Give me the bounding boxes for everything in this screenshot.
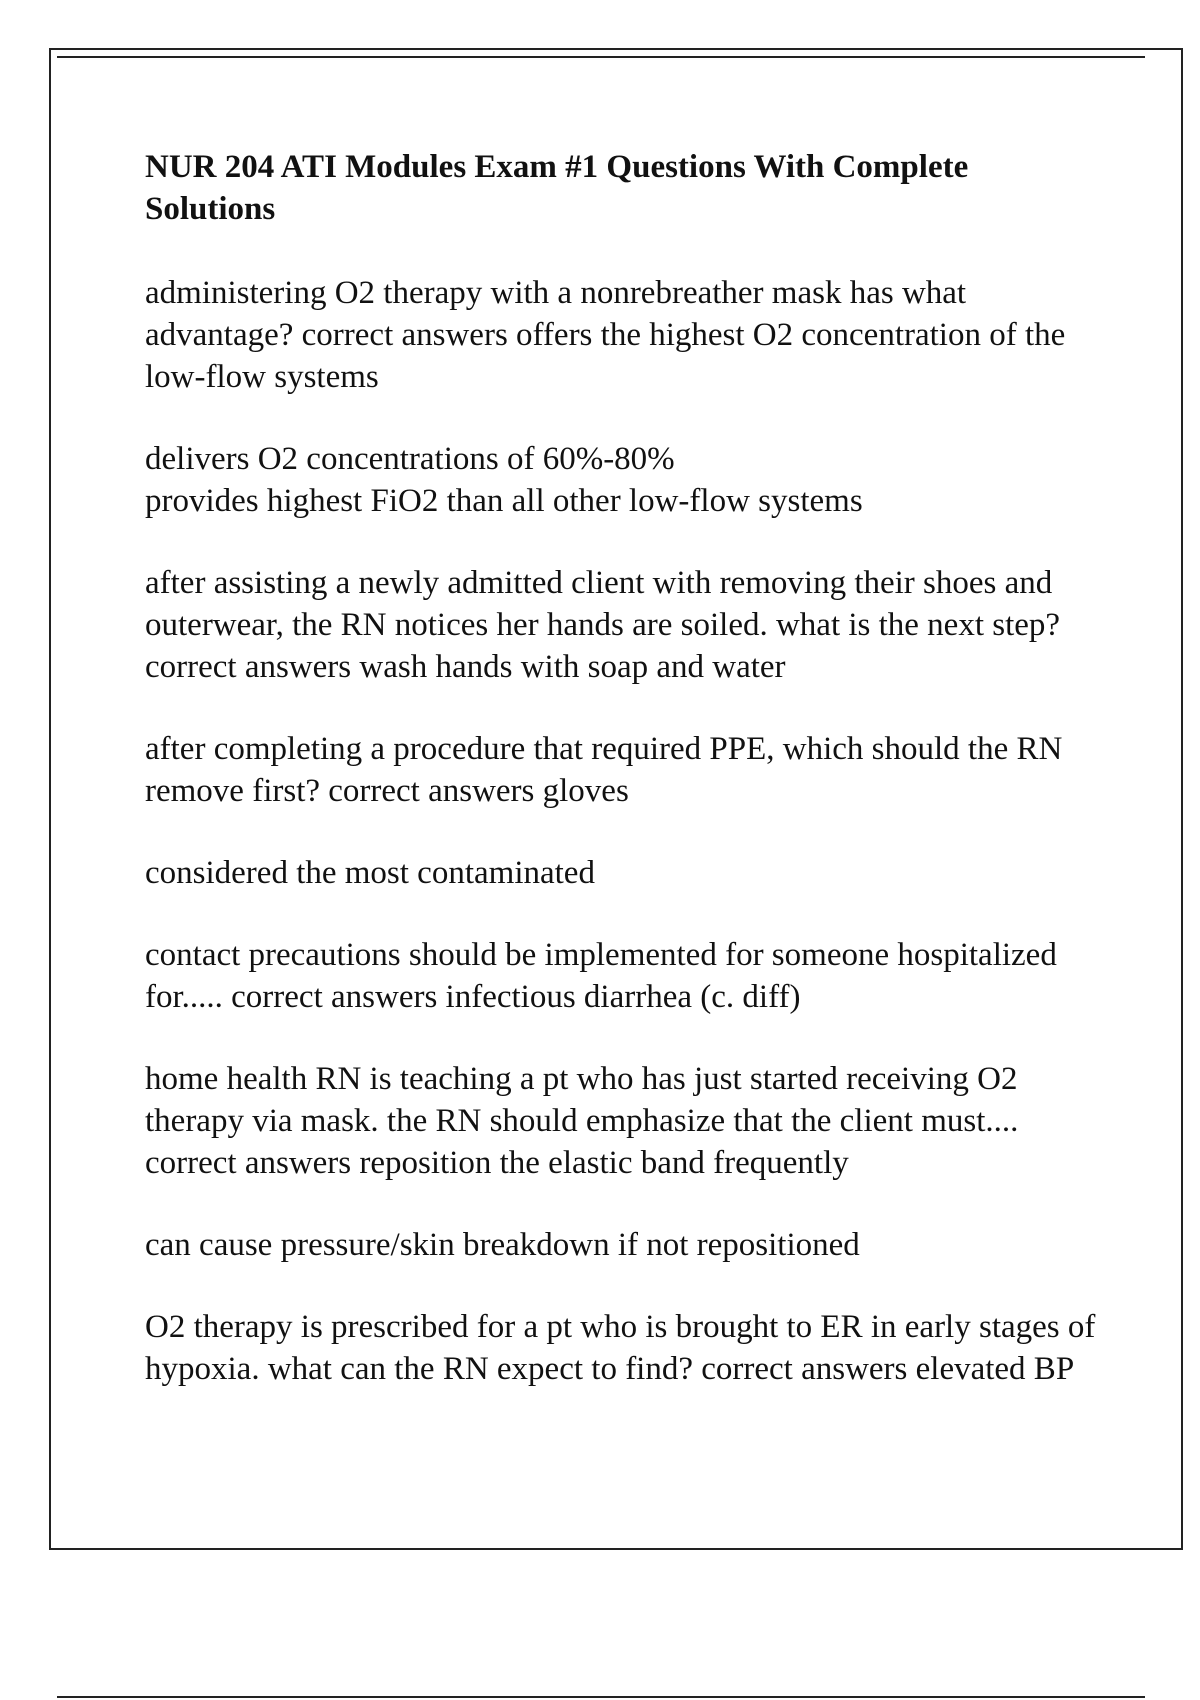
document-body bbox=[145, 146, 1100, 1430]
top-divider bbox=[57, 56, 1145, 58]
paragraph-o2-mask-teaching-question: home health RN is teaching a pt who has just started receiving O2 therapy via mask. the RN should emphasize that the client must.... correct answers reposition the elastic band frequently bbox=[145, 1061, 1019, 1181]
paragraph-soiled-hands-question: after assisting a newly admitted client with removing their shoes and outerwear, the RN notices her hands are soiled. what is the next step? correct answers wash hands with soap and water bbox=[145, 565, 1061, 685]
paragraph-contact-precautions-question: contact precautions should be implemented for someone hospitalized for..... correct answers infectious diarrhea (c. diff) bbox=[145, 937, 1057, 1015]
paragraph-nonrebreather-question: administering O2 therapy with a nonrebreather mask has what advantage? correct answers offers the highest O2 concentration of the low-flow systems bbox=[145, 275, 1066, 395]
bottom-divider bbox=[57, 1696, 1145, 1698]
paragraph-nonrebreather-notes: delivers O2 concentrations of 60%-80% provides highest FiO2 than all other low-flow systems bbox=[145, 441, 863, 519]
paragraph-ppe-removal-note: considered the most contaminated bbox=[145, 855, 595, 891]
paragraph-ppe-removal-question: after completing a procedure that required PPE, which should the RN remove first? correct answers gloves bbox=[145, 731, 1063, 809]
paragraph-o2-mask-teaching-note: can cause pressure/skin breakdown if not repositioned bbox=[145, 1227, 860, 1263]
paragraph-hypoxia-question: O2 therapy is prescribed for a pt who is brought to ER in early stages of hypoxia. what can the RN expect to find? correct answers elevated BP bbox=[145, 1309, 1096, 1387]
document-title: NUR 204 ATI Modules Exam #1 Questions With Complete Solutions bbox=[145, 149, 969, 227]
